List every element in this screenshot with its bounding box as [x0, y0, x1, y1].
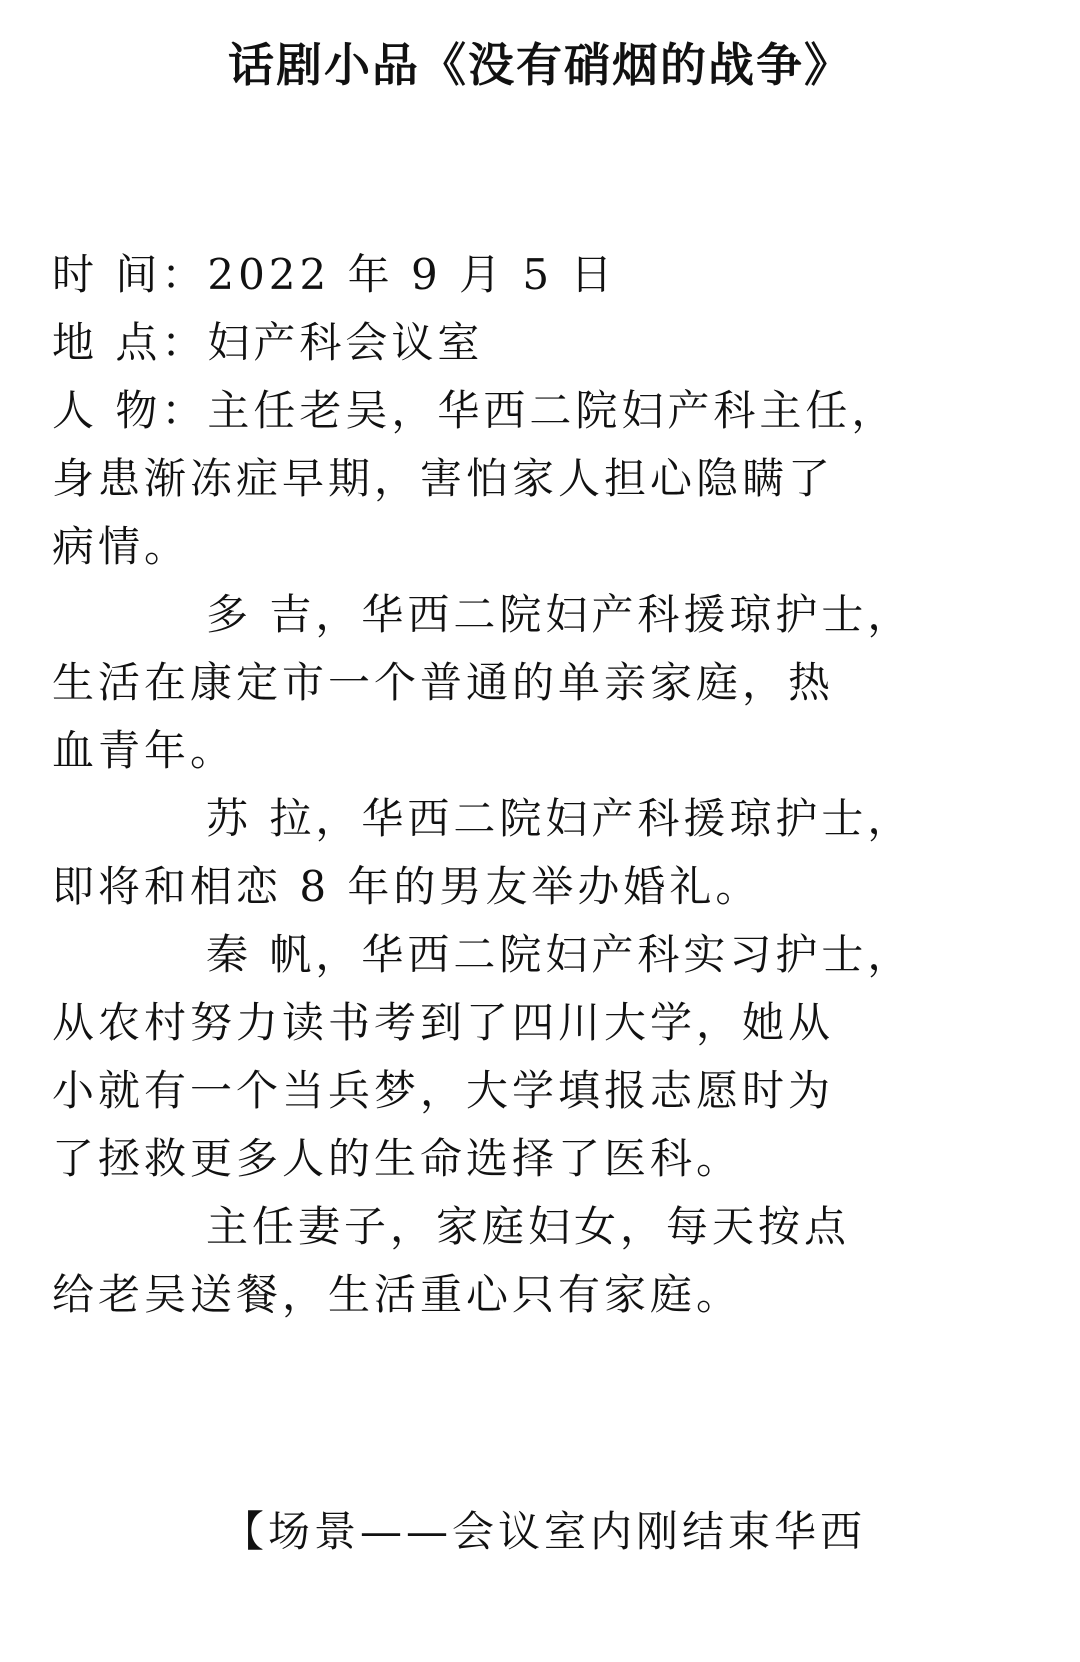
- time-line: 时 间：2022 年 9 月 5 日: [52, 250, 617, 299]
- character-qinfan-line: 秦 帆，华西二院妇产科实习护士，: [206, 930, 914, 979]
- text-line: 血青年。: [52, 726, 237, 775]
- scene-heading: 【场景——会议室内刚结束华西: [222, 1507, 867, 1556]
- text-line: 了拯救更多人的生命选择了医科。: [52, 1134, 743, 1183]
- text-line: 身患渐冻症早期，害怕家人担心隐瞒了: [52, 454, 835, 503]
- text-line: 小就有一个当兵梦，大学填报志愿时为: [52, 1066, 835, 1115]
- text-line: 病情。: [52, 522, 191, 571]
- document-body: [52, 241, 1042, 1329]
- character-wife-line: 主任妻子，家庭妇女，每天按点: [206, 1202, 851, 1251]
- character-sula-line: 苏 拉，华西二院妇产科援琼护士，: [206, 794, 914, 843]
- character-duoji-line: 多 吉，华西二院妇产科援琼护士，: [206, 590, 914, 639]
- text-line: 从农村努力读书考到了四川大学，她从: [52, 998, 835, 1047]
- characters-line: 人 物：主任老吴，华西二院妇产科主任，: [52, 386, 898, 435]
- text-line: 即将和相恋 8 年的男友举办婚礼。: [52, 862, 762, 911]
- location-line: 地 点：妇产科会议室: [52, 318, 484, 367]
- document-title: 话剧小品《没有硝烟的战争》: [228, 38, 852, 92]
- text-line: 给老吴送餐，生活重心只有家庭。: [52, 1270, 743, 1319]
- text-line: 生活在康定市一个普通的单亲家庭，热: [52, 658, 835, 707]
